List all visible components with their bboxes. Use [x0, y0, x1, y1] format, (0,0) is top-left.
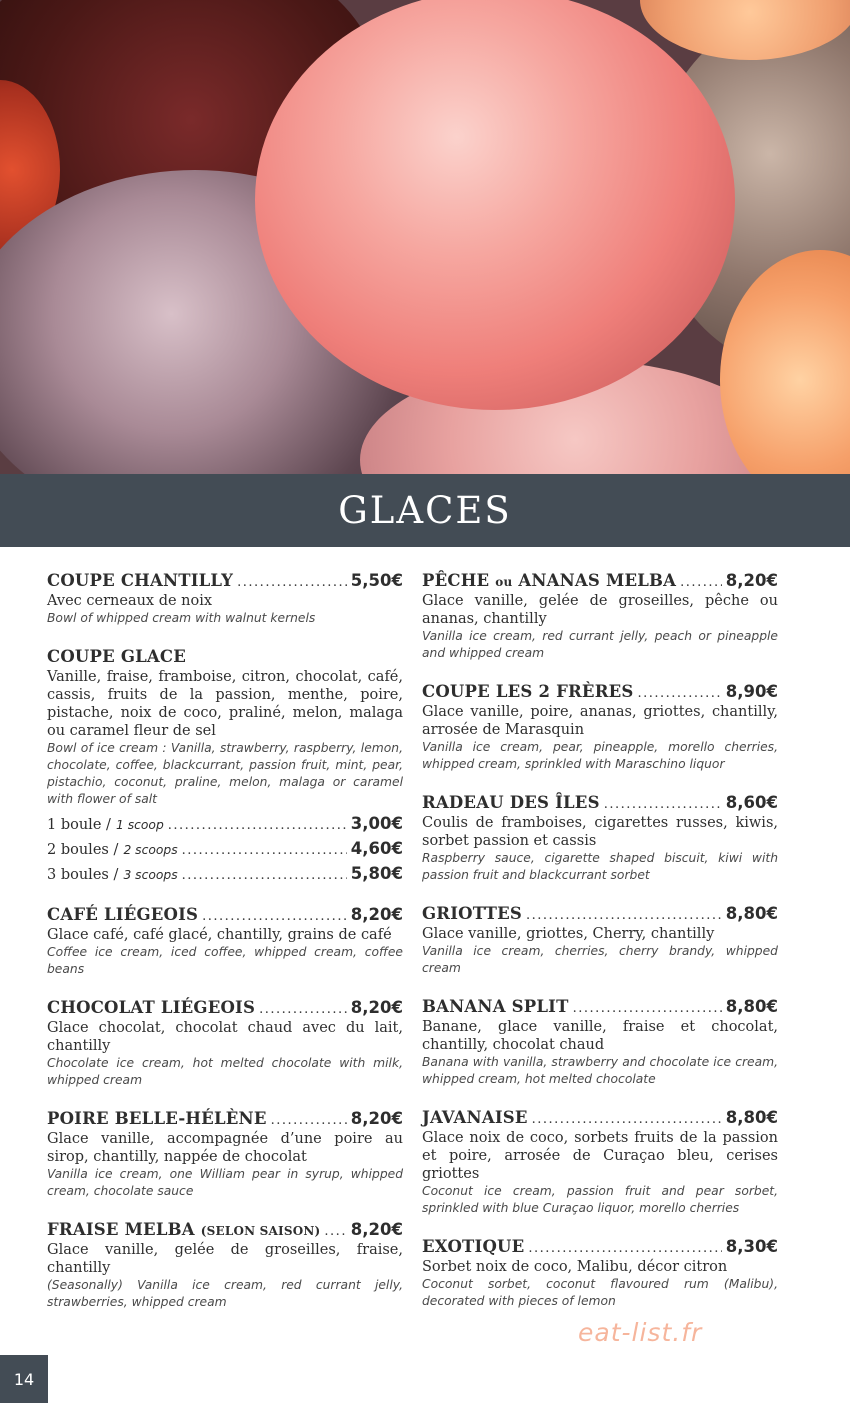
- dot-leader: [182, 868, 347, 883]
- scoop-label-en: 2 scoops: [123, 843, 178, 857]
- item-description-fr: Avec cerneaux de noix: [47, 593, 213, 609]
- scoop-label-en: 3 scoops: [123, 868, 178, 882]
- scoop-price: 3,00€: [350, 814, 403, 833]
- item-title-line: [422, 571, 778, 590]
- item-description-en: Coconut sorbet, coconut flavoured rum (Malibu), decorated with pieces of lemon: [422, 1277, 778, 1308]
- item-name: JAVANAISE: [422, 1108, 528, 1127]
- scoop-label-fr: 2 boules /: [47, 842, 119, 858]
- menu-item: [422, 682, 778, 773]
- item-price: 8,20€: [350, 1109, 403, 1128]
- watermark: eat-list.fr: [578, 1318, 703, 1347]
- item-description-fr: Glace chocolat, chocolat chaud avec du lait, chantilly: [47, 1020, 403, 1054]
- item-price: 8,20€: [350, 998, 403, 1017]
- item-name: POIRE BELLE-HÉLÈNE: [47, 1109, 267, 1128]
- item-name: [422, 571, 676, 590]
- menu-item: [422, 1237, 778, 1310]
- item-name: COUPE GLACE: [47, 647, 187, 666]
- item-description-en: Bowl of whipped cream with walnut kernels: [47, 611, 316, 625]
- item-name: EXOTIQUE: [422, 1237, 525, 1256]
- dot-leader: [182, 843, 347, 858]
- item-price: 8,20€: [725, 571, 778, 590]
- menu-item: [422, 1108, 778, 1217]
- item-name-connector: ou: [495, 575, 513, 589]
- item-title-line: [422, 793, 778, 812]
- strawberry-scoop-shape: [255, 0, 735, 410]
- item-description-fr: Glace vanille, accompagnée d’une poire au sirop, chantilly, nappée de chocolat: [47, 1131, 403, 1165]
- scoop-label-fr: 1 boule /: [47, 817, 111, 833]
- item-price: 8,30€: [725, 1237, 778, 1256]
- item-price: 8,80€: [725, 1108, 778, 1127]
- item-title-line: [47, 1220, 403, 1239]
- dot-leader: [202, 909, 347, 924]
- dot-leader: [573, 1001, 722, 1016]
- menu-item: [47, 1220, 403, 1311]
- dot-leader: [528, 1241, 721, 1256]
- item-title-line: [47, 647, 403, 666]
- item-description-en: Bowl of ice cream : Vanilla, strawberry, raspberry, lemon, chocolate, coffee, blackcurrant, passion fruit, mint, pear, pistachio, coconut, praline, melon, malaga or caramel with flower of salt: [47, 741, 403, 806]
- scoop-option: [47, 864, 403, 883]
- page-title: GLACES: [338, 489, 512, 532]
- item-description-fr: Glace vanille, griottes, Cherry, chantilly: [422, 926, 715, 942]
- scoop-price: 4,60€: [350, 839, 403, 858]
- item-title-line: [47, 1109, 403, 1128]
- item-price: 8,60€: [725, 793, 778, 812]
- menu-item: [422, 997, 778, 1088]
- dot-leader: [271, 1113, 347, 1128]
- item-title-line: [422, 997, 778, 1016]
- item-name: CHOCOLAT LIÉGEOIS: [47, 998, 256, 1017]
- item-description-fr: Glace vanille, gelée de groseilles, fraise, chantilly: [47, 1242, 403, 1276]
- item-name-main: PÊCHE: [422, 571, 490, 590]
- item-price: 5,50€: [350, 571, 403, 590]
- item-title-line: [47, 905, 403, 924]
- item-description-fr: Coulis de framboises, cigarettes russes, kiwis, sorbet passion et cassis: [422, 815, 778, 849]
- item-title-line: [422, 682, 778, 701]
- item-description-en: Coconut ice cream, passion fruit and pear sorbet, sprinkled with blue Curaçao liquor, morello cherries: [422, 1184, 778, 1215]
- menu-item: [47, 647, 403, 883]
- menu-column-left: [47, 571, 403, 1331]
- item-title-line: [47, 571, 403, 590]
- scoop-price-list: [47, 814, 403, 883]
- item-price: 8,20€: [350, 905, 403, 924]
- item-description-en: Chocolate ice cream, hot melted chocolate with milk, whipped cream: [47, 1056, 403, 1087]
- hero-photo-ice-cream-scoops: [0, 0, 850, 474]
- item-name-main: FRAISE MELBA: [47, 1220, 195, 1239]
- scoop-price: 5,80€: [350, 864, 403, 883]
- item-description-en: Banana with vanilla, strawberry and chocolate ice cream, whipped cream, hot melted chocolate: [422, 1055, 778, 1086]
- menu-item: [422, 571, 778, 662]
- menu-item: [422, 904, 778, 977]
- dot-leader: [532, 1112, 722, 1127]
- item-price: 8,80€: [725, 997, 778, 1016]
- dot-leader: [168, 818, 347, 833]
- item-description-en: (Seasonally) Vanilla ice cream, red currant jelly, strawberries, whipped cream: [47, 1278, 403, 1309]
- item-description-fr: Banane, glace vanille, fraise et chocolat, chantilly, chocolat chaud: [422, 1019, 778, 1053]
- item-description-fr: Glace café, café glacé, chantilly, grains de café: [47, 927, 392, 943]
- item-description-en: Vanilla ice cream, cherries, cherry brandy, whipped cream: [422, 944, 778, 975]
- menu-item: [422, 793, 778, 884]
- dot-leader: [324, 1224, 346, 1239]
- item-description-en: Coffee ice cream, iced coffee, whipped cream, coffee beans: [47, 945, 403, 976]
- item-price: 8,20€: [350, 1220, 403, 1239]
- scoop-label-en: 1 scoop: [116, 818, 164, 832]
- dot-leader: [680, 575, 722, 590]
- item-name: CAFÉ LIÉGEOIS: [47, 905, 199, 924]
- item-description-fr: Sorbet noix de coco, Malibu, décor citron: [422, 1259, 728, 1275]
- item-name: COUPE CHANTILLY: [47, 571, 234, 590]
- item-title-line: [422, 904, 778, 923]
- item-description-fr: Glace vanille, poire, ananas, griottes, chantilly, arrosée de Marasquin: [422, 704, 778, 738]
- menu-item: [47, 571, 403, 627]
- dot-leader: [237, 575, 347, 590]
- item-description-en: Raspberry sauce, cigarette shaped biscuit, kiwi with passion fruit and blackcurrant sorbet: [422, 851, 778, 882]
- scoop-option: [47, 814, 403, 833]
- scoop-label-fr: 3 boules /: [47, 867, 119, 883]
- item-description-fr: Glace noix de coco, sorbets fruits de la passion et poire, arrosée de Curaçao bleu, cerises griottes: [422, 1130, 778, 1182]
- page-number: 14: [0, 1355, 48, 1403]
- item-description-en: Vanilla ice cream, one William pear in syrup, whipped cream, chocolate sauce: [47, 1167, 403, 1198]
- item-name-end: ANANAS MELBA: [518, 571, 677, 590]
- dot-leader: [526, 908, 722, 923]
- dot-leader: [259, 1002, 347, 1017]
- item-description-fr: Glace vanille, gelée de groseilles, pêche ou ananas, chantilly: [422, 593, 778, 627]
- menu-item: [47, 998, 403, 1089]
- item-name: RADEAU DES ÎLES: [422, 793, 600, 812]
- menu-column-right: [422, 571, 778, 1330]
- item-name: [47, 1220, 320, 1239]
- item-name: GRIOTTES: [422, 904, 522, 923]
- item-name: BANANA SPLIT: [422, 997, 569, 1016]
- dot-leader: [604, 797, 722, 812]
- section-title-band: [0, 474, 850, 547]
- item-title-line: [47, 998, 403, 1017]
- item-description-fr: Vanille, fraise, framboise, citron, chocolat, café, cassis, fruits de la passion, menthe, poire, pistache, noix de coco, praliné, melon, malaga ou caramel fleur de sel: [47, 669, 403, 739]
- item-name-suffix: (SELON SAISON): [200, 1224, 321, 1238]
- item-title-line: [422, 1108, 778, 1127]
- item-name: COUPE LES 2 FRÈRES: [422, 682, 634, 701]
- dot-leader: [638, 686, 722, 701]
- scoop-option: [47, 839, 403, 858]
- menu-item: [47, 905, 403, 978]
- item-price: 8,80€: [725, 904, 778, 923]
- item-title-line: [422, 1237, 778, 1256]
- item-description-en: Vanilla ice cream, pear, pineapple, morello cherries, whipped cream, sprinkled with Maraschino liquor: [422, 740, 778, 771]
- item-price: 8,90€: [725, 682, 778, 701]
- menu-item: [47, 1109, 403, 1200]
- item-description-en: Vanilla ice cream, red currant jelly, peach or pineapple and whipped cream: [422, 629, 778, 660]
